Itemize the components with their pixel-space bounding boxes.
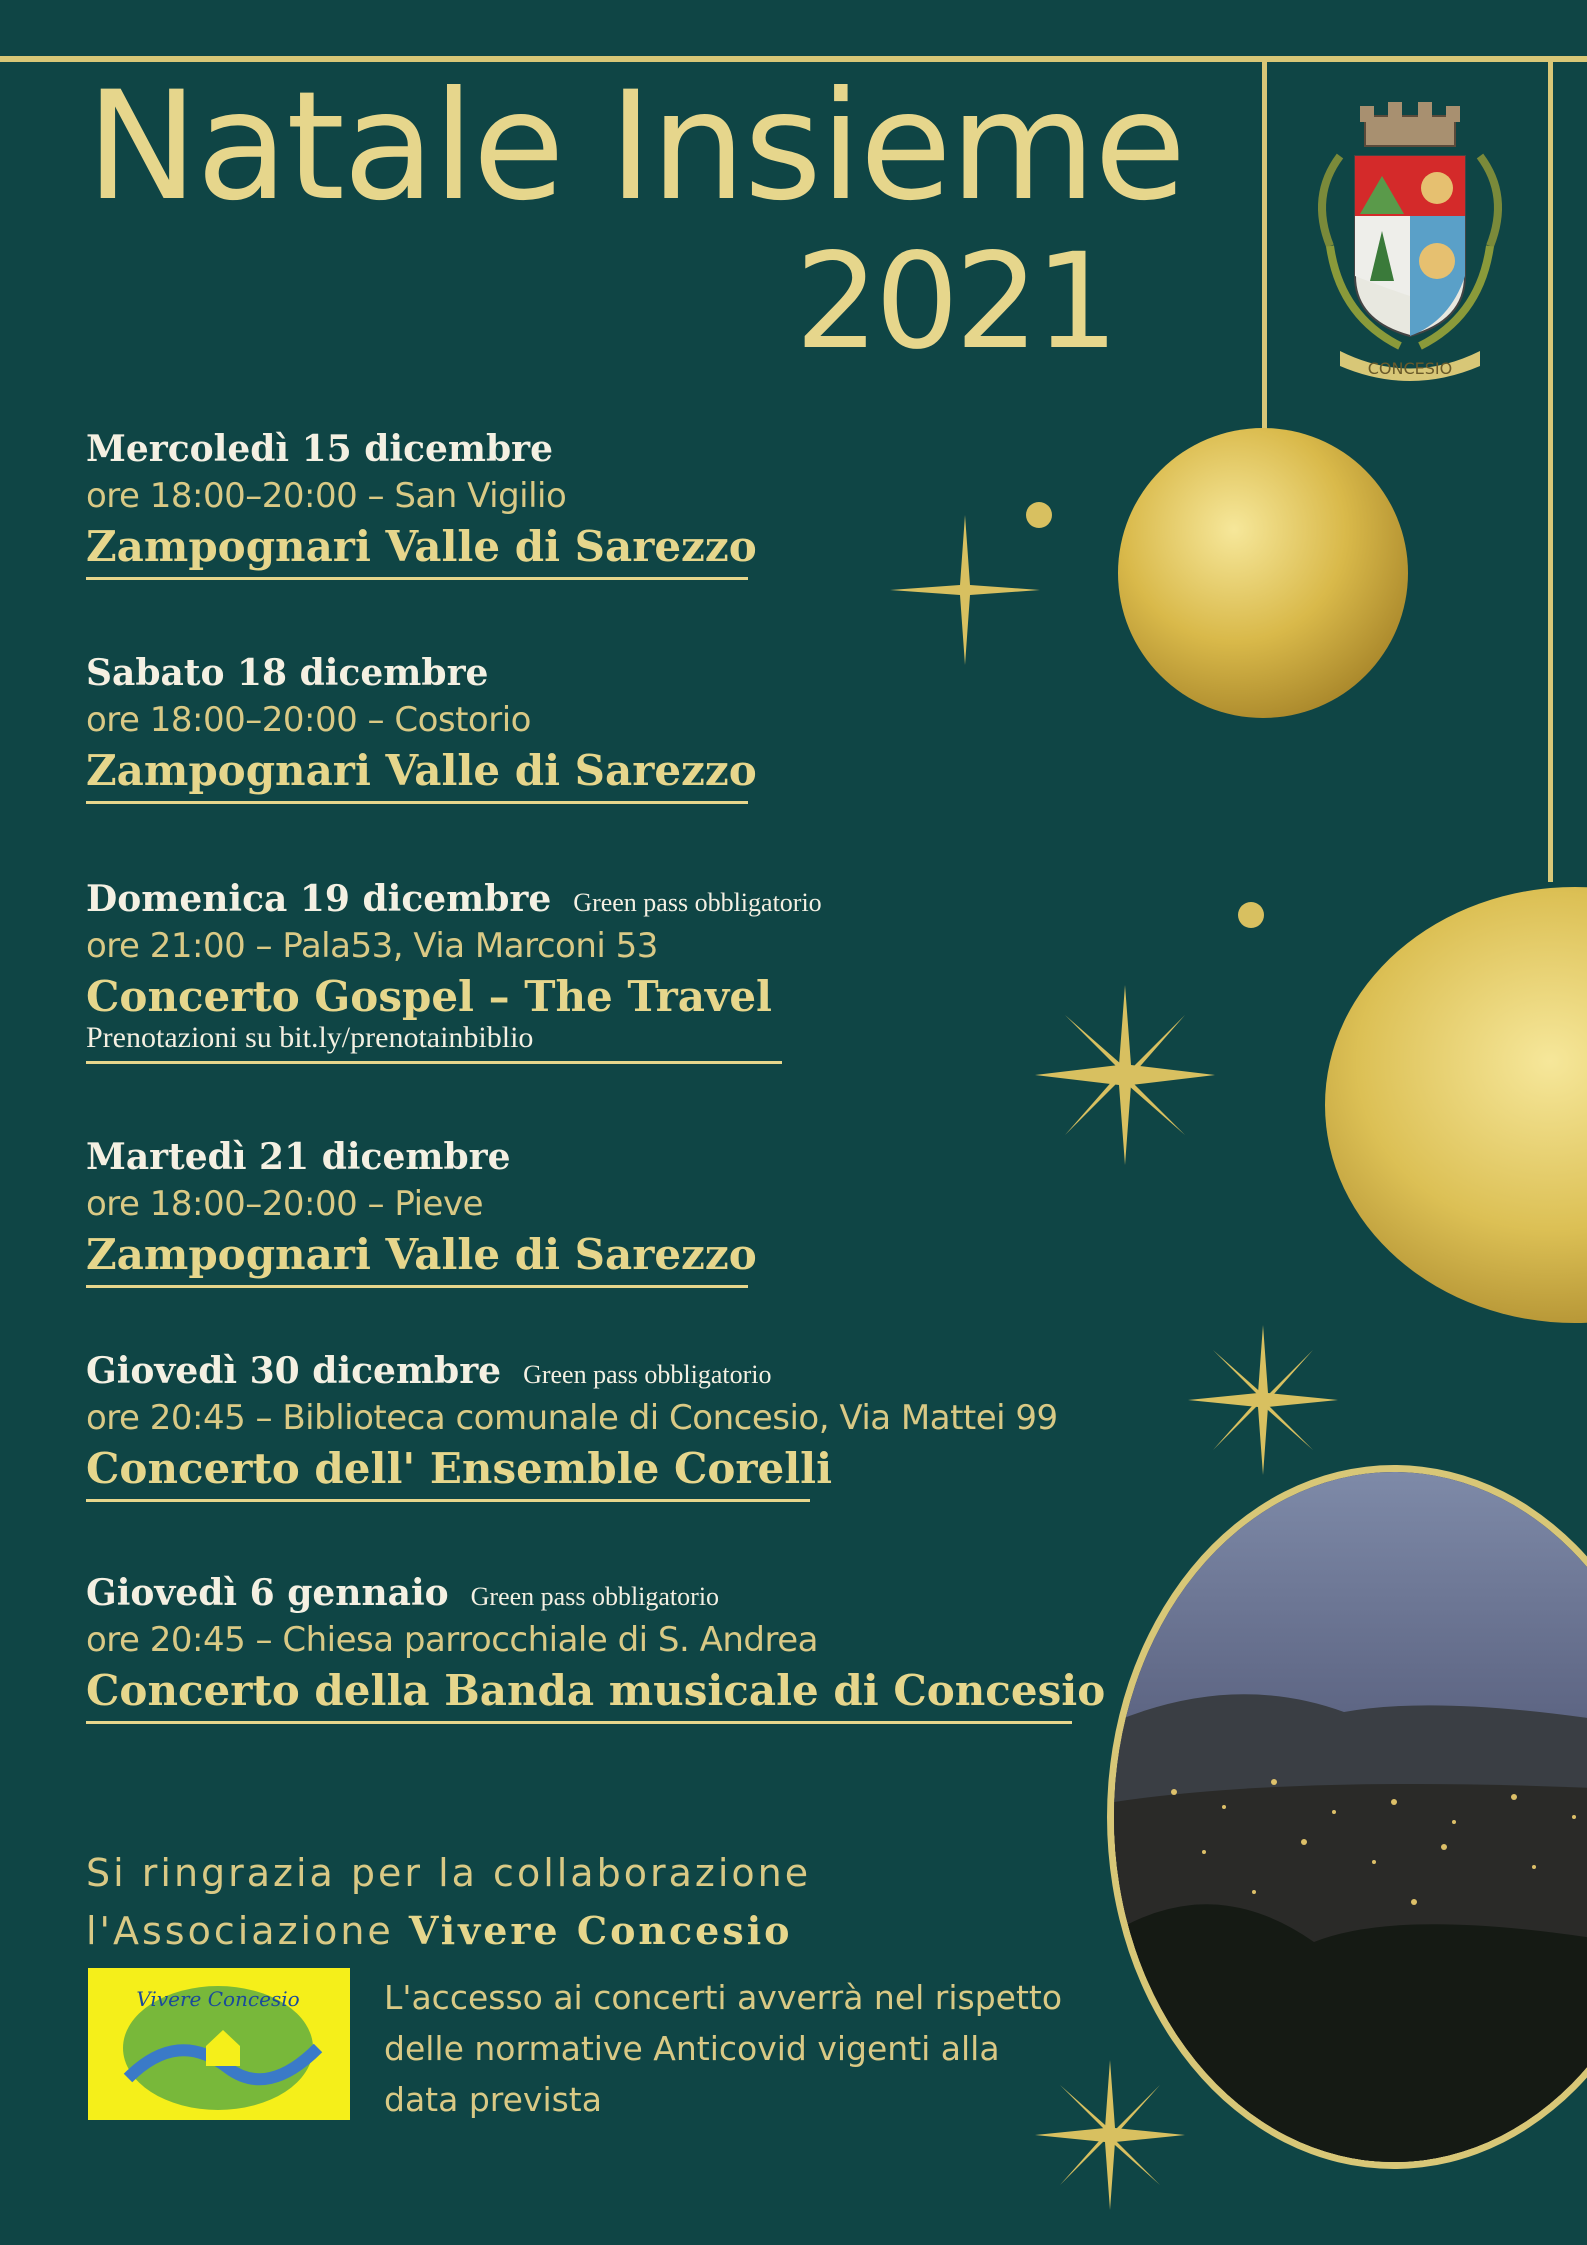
event-3 [86, 878, 822, 1064]
event-name: Concerto dell' Ensemble Corelli [86, 1444, 833, 1493]
poster-title: Natale Insieme [86, 60, 1185, 234]
event-time: ore 20:45 – Chiesa parrocchiale di S. Andrea [86, 1620, 818, 1660]
thanks-prefix: l'Associazione [86, 1909, 394, 1953]
green-pass-note: Green pass obbligatorio [523, 1360, 772, 1389]
event-day-text: Giovedì 6 gennaio [86, 1572, 449, 1614]
green-pass-note: Green pass obbligatorio [573, 888, 822, 917]
event-time: ore 18:00–20:00 – San Vigilio [86, 476, 567, 516]
event-name: Zampognari Valle di Sarezzo [86, 522, 757, 571]
event-day [86, 1572, 1105, 1614]
green-pass-note: Green pass obbligatorio [470, 1582, 720, 1611]
event-time: ore 18:00–20:00 – Costorio [86, 700, 531, 740]
event-5 [86, 1350, 1058, 1502]
booking-link[interactable]: Prenotazioni su bit.ly/prenotainbiblio [86, 1021, 534, 1054]
event-2 [86, 652, 757, 804]
event-1 [86, 428, 757, 580]
event-day: Mercoledì 15 dicembre [86, 428, 554, 470]
divider [86, 801, 748, 804]
event-day [86, 1350, 1058, 1392]
event-name: Zampognari Valle di Sarezzo [86, 1230, 757, 1279]
event-day-text: Domenica 19 dicembre [86, 878, 552, 920]
gold-bauble-large-icon [1325, 875, 1587, 1335]
coat-of-arms-icon [1300, 96, 1520, 396]
ornament-string-1 [1262, 62, 1267, 432]
gold-dot-icon [1236, 900, 1266, 930]
thanks-line-1: Si ringrazia per la collaborazione [86, 1851, 812, 1895]
divider [86, 1061, 782, 1064]
event-day [86, 878, 822, 920]
starburst-icon [1188, 1325, 1338, 1475]
crest-label: CONCESIO [1367, 359, 1453, 378]
event-time: ore 21:00 – Pala53, Via Marconi 53 [86, 926, 658, 966]
divider [86, 1721, 1072, 1724]
event-time: ore 18:00–20:00 – Pieve [86, 1184, 483, 1224]
event-name: Concerto della Banda musicale di Concesio [86, 1666, 1106, 1715]
association-name: Vivere Concesio [408, 1908, 793, 1953]
event-time: ore 20:45 – Biblioteca comunale di Concesio, Via Mattei 99 [86, 1398, 1058, 1438]
divider [86, 1499, 810, 1502]
poster-year: 2021 [795, 225, 1115, 379]
vivere-concesio-logo [88, 1968, 350, 2120]
event-4 [86, 1136, 757, 1288]
thanks-line-2 [86, 1902, 811, 1960]
starburst-icon [1035, 985, 1215, 1165]
divider [86, 577, 748, 580]
event-day: Sabato 18 dicembre [86, 652, 489, 694]
sparkle-icon [890, 515, 1040, 665]
event-day-text: Giovedì 30 dicembre [86, 1350, 502, 1392]
event-name: Zampognari Valle di Sarezzo [86, 746, 757, 795]
gold-bauble-small-icon [1115, 425, 1415, 725]
ornament-string-2 [1548, 62, 1553, 882]
thanks-text [86, 1845, 811, 1960]
event-day: Martedì 21 dicembre [86, 1136, 511, 1178]
anticovid-note: L'accesso ai concerti avverrà nel rispetto delle normative Anticovid vigenti alla data prevista [384, 1978, 1063, 2119]
logo-text: Vivere Concesio [136, 1987, 300, 2011]
event-name: Concerto Gospel – The Travel [86, 972, 773, 1021]
divider [86, 1285, 748, 1288]
event-6 [86, 1572, 1105, 1724]
